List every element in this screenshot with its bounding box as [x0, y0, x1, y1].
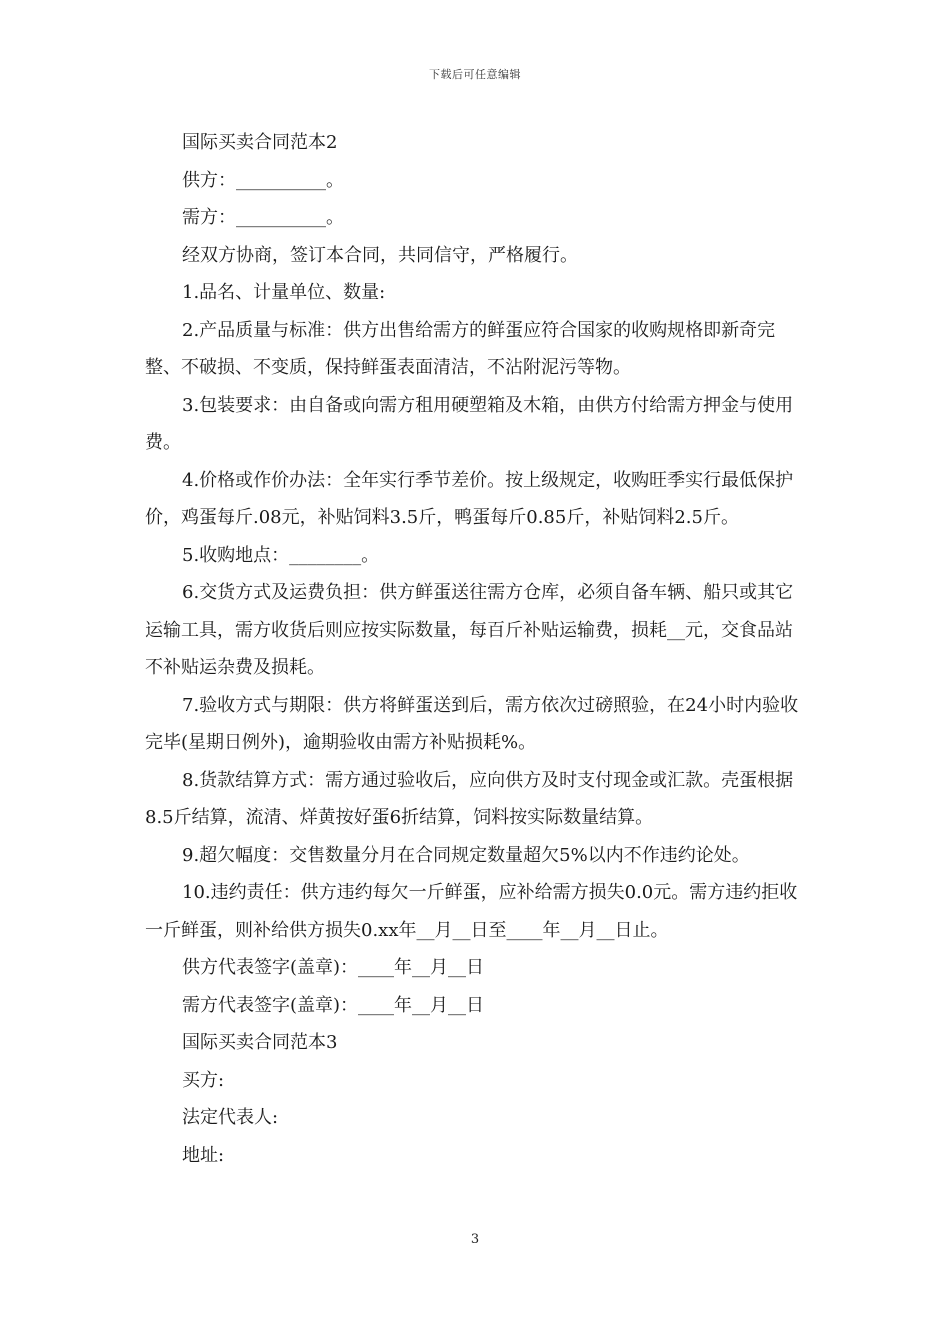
page-header: 下载后可任意编辑: [429, 68, 521, 81]
section-title: 国际买卖合同范本3: [182, 1032, 338, 1053]
supplier-line: 供方：__________。: [182, 169, 344, 191]
clause-7: 7.验收方式与期限：供方将鲜蛋送到后，需方依次过磅照验，在24小时内验收完毕(星期日例外)，逾期验收由需方补贴损耗%。: [145, 694, 799, 753]
document-body: [145, 124, 807, 1174]
page-number: 3: [470, 1232, 480, 1247]
buyer-line: 需方：__________。: [182, 207, 344, 228]
buyer-signature: 需方代表签字(盖章)：____年__月__日: [182, 994, 485, 1016]
clause-8: 8.货款结算方式：需方通过验收后，应向供方及时支付现金或汇款。壳蛋根据8.5斤结算，流清、烊黄按好蛋6折结算，饲料按实际数量结算。: [145, 769, 794, 828]
clause-5: 5.收购地点：________。: [182, 544, 380, 566]
buyer-field: 买方:: [182, 1069, 225, 1091]
clause-9: 9.超欠幅度：交售数量分月在合同规定数量超欠5%以内不作违约论处。: [182, 844, 750, 866]
legal-rep-field: 法定代表人:: [182, 1107, 279, 1128]
clause-1: 1.品名、计量单位、数量:: [182, 282, 386, 303]
section-title: 国际买卖合同范本2: [182, 132, 338, 153]
clause-6: 6.交货方式及运费负担：供方鲜蛋送往需方仓库，必须自备车辆、船只或其它运输工具，需方收货后则应按实际数量，每百斤补贴运输费，损耗__元，交食品站不补贴运杂费及损耗。: [145, 582, 794, 678]
clause-2: 2.产品质量与标准：供方出售给需方的鲜蛋应符合国家的收购规格即新奇完整、不破损、不变质，保持鲜蛋表面清洁，不沾附泥污等物。: [145, 319, 776, 378]
clause-3: 3.包装要求：由自备或向需方租用硬塑箱及木箱，由供方付给需方押金与使用费。: [145, 394, 794, 453]
clause-10: 10.违约责任：供方违约每欠一斤鲜蛋，应补给需方损失0.0元。需方违约拒收一斤鲜蛋，则补给供方损失0.xx年__月__日至____年__月__日止。: [145, 882, 798, 941]
clause-4: 4.价格或作价办法：全年实行季节差价。按上级规定，收购旺季实行最低保护价，鸡蛋每斤.08元，补贴饲料3.5斤，鸭蛋每斤0.85斤，补贴饲料2.5斤。: [145, 469, 794, 528]
address-field: 地址:: [182, 1144, 225, 1166]
supplier-signature: 供方代表签字(盖章)：____年__月__日: [182, 957, 485, 978]
agreement-intro: 经双方协商，签订本合同，共同信守，严格履行。: [182, 244, 578, 266]
